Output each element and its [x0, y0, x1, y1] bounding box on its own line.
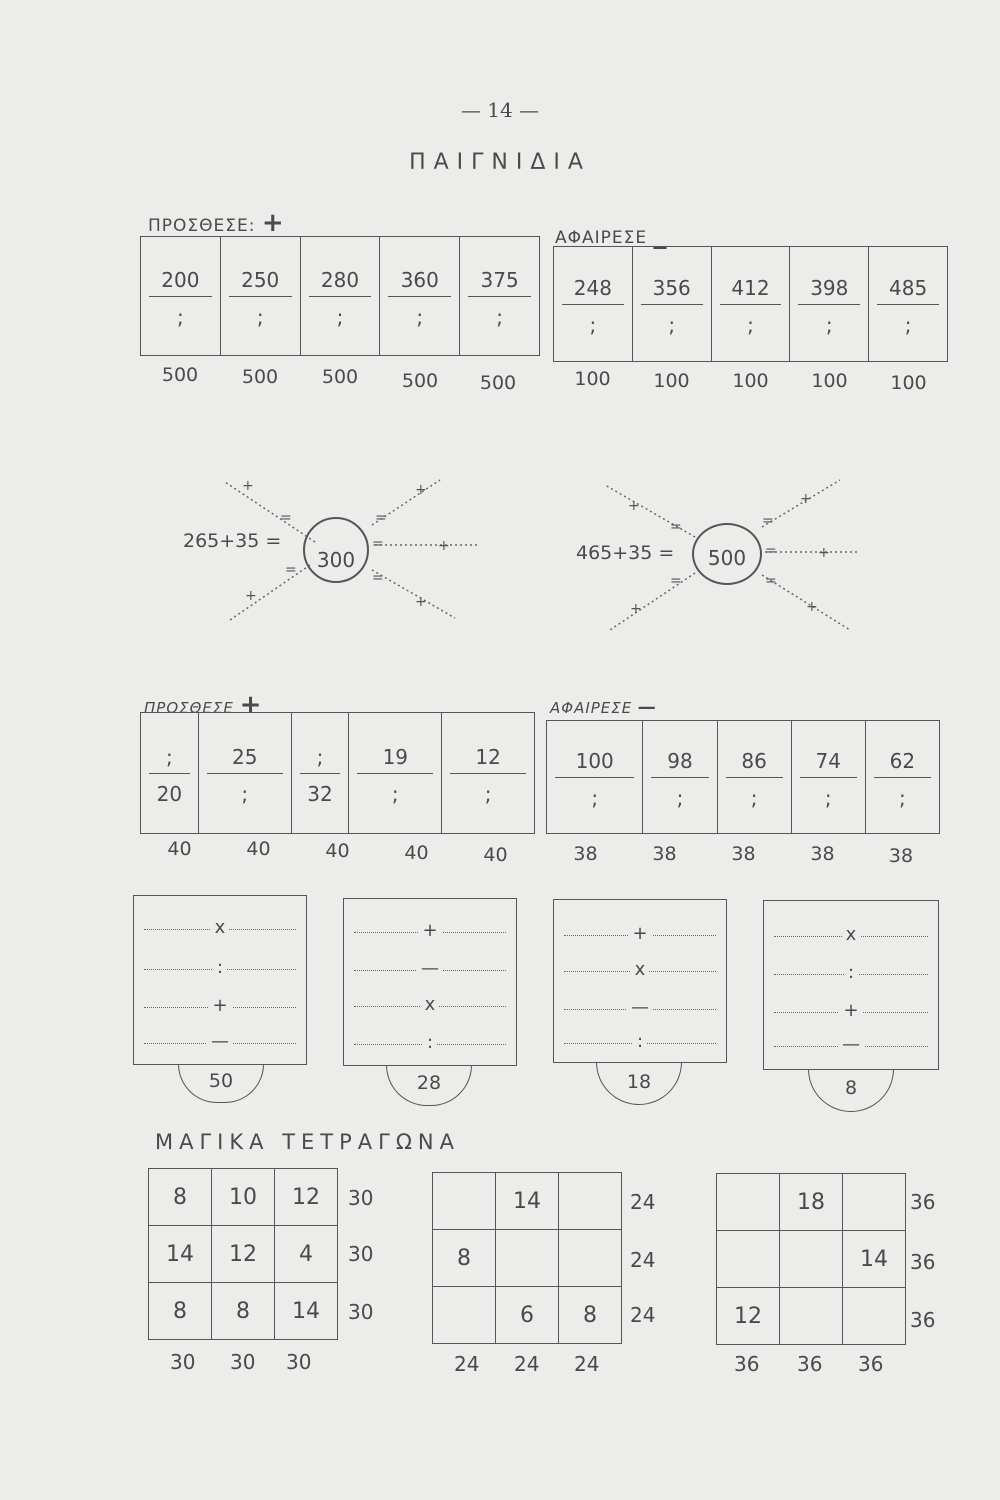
sub-total: 100 — [574, 368, 611, 390]
sub-total: 38 — [810, 843, 835, 865]
sub-cell: 98 ; — [643, 721, 717, 834]
svg-text:=: = — [375, 510, 387, 526]
sub-label-1: ΑΦΑΙΡΕΣΕ _ — [555, 220, 668, 250]
add-cell: 25 ; — [198, 713, 291, 834]
add-cell: 250 ; — [220, 237, 300, 356]
add-cell: 360 ; — [380, 237, 460, 356]
svg-text:+: + — [628, 498, 640, 514]
operation-result: 28 — [386, 1065, 472, 1106]
add-table-1 — [140, 236, 540, 356]
svg-text:+: + — [415, 594, 427, 610]
sub-total: 100 — [890, 372, 927, 394]
sub-table-2 — [546, 720, 940, 834]
svg-text:=: = — [670, 519, 682, 535]
svg-text:=: = — [765, 573, 777, 589]
operation-box: + x — : — [553, 899, 727, 1063]
add-table-2 — [140, 712, 535, 834]
add-total: 500 — [241, 366, 279, 388]
add-total: 40 — [483, 844, 508, 866]
add-total: 40 — [404, 842, 429, 864]
row-sum: 30 — [348, 1186, 374, 1210]
col-sum: 24 — [574, 1352, 600, 1376]
add-total: 500 — [479, 372, 517, 394]
svg-text:=: = — [670, 573, 682, 589]
sub-cell: 398 ; — [790, 247, 869, 362]
add-label-2: ΠΡΟΣΘΕΣΕ + — [144, 690, 263, 720]
add-total: 40 — [167, 838, 192, 860]
svg-text:=: = — [762, 513, 774, 529]
magic-squares-title: ΜΑΓΙΚΑ ΤΕΤΡΑΓΩΝΑ — [155, 1130, 460, 1154]
star-center-circle: 500 — [692, 523, 762, 585]
col-sum: 24 — [514, 1352, 540, 1376]
sub-total: 100 — [653, 370, 690, 392]
row-sum: 24 — [630, 1190, 656, 1214]
star-center-circle: 300 — [303, 517, 369, 583]
operation-result: 50 — [178, 1064, 264, 1103]
row-sum: 30 — [348, 1300, 374, 1324]
operation-box: + — x : — [343, 898, 517, 1066]
col-sum: 30 — [170, 1350, 196, 1374]
row-sum: 36 — [910, 1250, 936, 1274]
svg-text:=: = — [765, 543, 777, 559]
minus-sign: — — [638, 697, 658, 718]
svg-text:+: + — [630, 601, 642, 617]
operation-box: x : + — — [763, 900, 939, 1070]
svg-text:+: + — [800, 491, 812, 507]
sub-table-1 — [553, 246, 948, 362]
svg-text:=: = — [285, 562, 297, 578]
row-sum: 36 — [910, 1308, 936, 1332]
col-sum: 36 — [734, 1352, 760, 1376]
svg-text:=: = — [372, 536, 384, 552]
col-sum: 30 — [230, 1350, 256, 1374]
add-total: 40 — [246, 838, 271, 860]
sub-cell: 485 ; — [869, 247, 948, 362]
col-sum: 36 — [858, 1352, 884, 1376]
operation-box: x : + — — [133, 895, 307, 1065]
svg-text:=: = — [280, 510, 292, 526]
row-sum: 30 — [348, 1242, 374, 1266]
row-sum: 24 — [630, 1248, 656, 1272]
sub-cell: 100 ; — [547, 721, 643, 834]
star-expression: 265+35 = — [183, 530, 282, 552]
sub-label-2: ΑΦΑΙΡΕΣΕ — — [550, 697, 658, 718]
operation-result: 8 — [808, 1069, 894, 1112]
page-title: ΠΑΙΓΝΙΔΙΑ — [409, 150, 591, 175]
add-total: 500 — [161, 364, 199, 386]
add-total: 500 — [401, 370, 439, 392]
sub-total: 38 — [731, 843, 756, 865]
sub-total: 100 — [811, 370, 848, 392]
magic-square: 14 8 6 8 — [432, 1172, 622, 1344]
sub-total: 38 — [652, 843, 677, 865]
add-label-1: ΠΡΟΣΘΕΣΕ: + — [148, 208, 285, 238]
sub-cell: 86 ; — [717, 721, 791, 834]
sub-cell: 62 ; — [865, 721, 939, 834]
sub-total: 38 — [573, 843, 598, 865]
add-cell: 375 ; — [460, 237, 540, 356]
add-cell: ; 32 — [291, 713, 349, 834]
col-sum: 36 — [797, 1352, 823, 1376]
operation-result: 18 — [596, 1062, 682, 1105]
sub-total: 100 — [732, 370, 769, 392]
sub-cell: 248 ; — [554, 247, 633, 362]
star-expression: 465+35 = — [576, 542, 675, 564]
row-sum: 36 — [910, 1190, 936, 1214]
plus-sign: + — [239, 690, 263, 720]
svg-text:+: + — [818, 545, 830, 561]
add-cell: 12 ; — [442, 713, 535, 834]
row-sum: 24 — [630, 1303, 656, 1327]
sub-cell: 356 ; — [632, 247, 711, 362]
add-total: 500 — [321, 366, 359, 388]
svg-text:=: = — [372, 570, 384, 586]
page-number: — 14 — — [460, 98, 540, 122]
svg-text:+: + — [806, 599, 818, 615]
sub-cell: 74 ; — [791, 721, 865, 834]
svg-text:+: + — [438, 538, 450, 554]
add-total: 40 — [325, 840, 350, 862]
sub-cell: 412 ; — [711, 247, 790, 362]
sub-total: 38 — [888, 845, 914, 867]
magic-square: 18 14 12 — [716, 1173, 906, 1345]
col-sum: 30 — [286, 1350, 312, 1374]
add-cell: 200 ; — [141, 237, 221, 356]
add-cell: 280 ; — [300, 237, 380, 356]
col-sum: 24 — [454, 1352, 480, 1376]
svg-text:+: + — [245, 588, 257, 604]
add-cell: ; 20 — [141, 713, 199, 834]
svg-text:+: + — [242, 478, 254, 494]
magic-square: 8 10 12 14 12 4 8 8 14 — [148, 1168, 338, 1340]
plus-sign: + — [261, 208, 285, 238]
minus-sign: _ — [653, 220, 668, 250]
add-cell: 19 ; — [349, 713, 442, 834]
svg-text:+: + — [415, 482, 427, 498]
